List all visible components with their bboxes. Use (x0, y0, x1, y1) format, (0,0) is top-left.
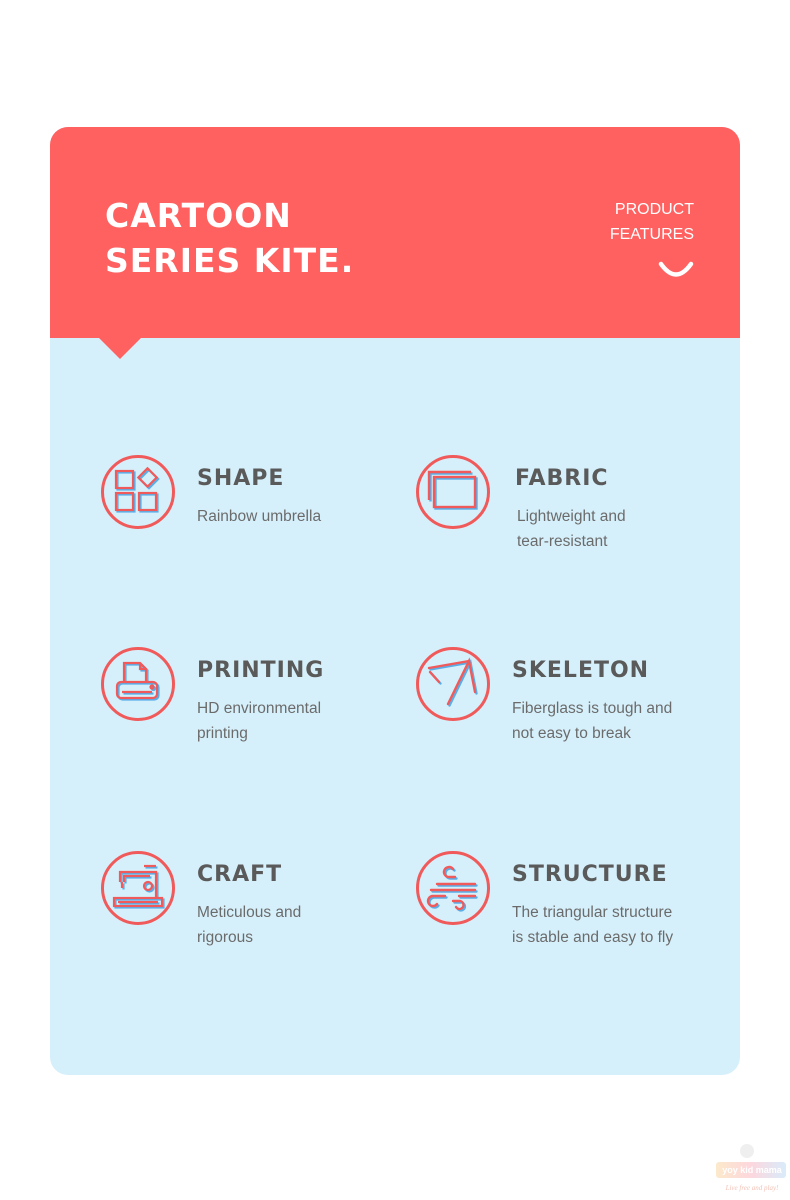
feature-fabric (415, 454, 715, 554)
product-features-badge (610, 197, 694, 247)
logo-word: yoy kid mama (722, 1165, 782, 1175)
feature-desc (197, 900, 397, 950)
feature-craft (100, 850, 400, 950)
header-pointer (98, 337, 142, 359)
feature-name: CRAFT (197, 862, 283, 887)
title-line-1: CARTOON (105, 196, 292, 235)
title-line-2: SERIES KITE. (105, 241, 355, 280)
logo-tagline: Live free and play! (725, 1184, 779, 1192)
smile-icon (658, 261, 694, 281)
feature-desc-line-1: Lightweight and (517, 508, 626, 525)
badge-line-2: FEATURES (609, 226, 694, 243)
feature-desc-line-2: tear-resistant (517, 533, 608, 550)
feature-desc (512, 696, 712, 746)
feature-name: STRUCTURE (512, 862, 668, 887)
wind-icon (415, 850, 491, 926)
feature-desc-line-2: is stable and easy to fly (512, 929, 674, 946)
feature-desc-line-2: printing (197, 725, 248, 742)
feature-desc-line-2: rigorous (197, 929, 253, 946)
header-banner (50, 127, 740, 338)
feature-desc-line-1: The triangular structure (512, 904, 673, 921)
feature-desc-line-1: HD environmental (197, 700, 322, 717)
feature-desc (197, 696, 397, 746)
feature-shape (100, 454, 400, 554)
printer-icon (100, 646, 176, 722)
feature-name: SHAPE (197, 466, 285, 491)
badge-line-1: PRODUCT (614, 201, 694, 218)
feature-structure (415, 850, 715, 950)
feature-desc-line-1: Rainbow umbrella (197, 508, 322, 525)
feature-printing (100, 646, 400, 746)
page-title (105, 193, 354, 283)
feature-name: SKELETON (512, 658, 650, 683)
logo-mark (740, 1144, 754, 1158)
four-squares-icon (100, 454, 176, 530)
feature-skeleton (415, 646, 715, 746)
fabric-layers-icon (415, 454, 491, 530)
feature-desc-line-1: Fiberglass is tough and (512, 700, 673, 717)
feature-name: FABRIC (515, 466, 609, 491)
feature-desc-line-1: Meticulous and (197, 904, 302, 921)
feature-name: PRINTING (197, 658, 325, 683)
feature-desc-line-2: not easy to break (512, 725, 631, 742)
feature-desc (512, 900, 712, 950)
product-card (50, 127, 740, 1075)
frame-icon (415, 646, 491, 722)
sewing-machine-icon (100, 850, 176, 926)
brand-logo (712, 1140, 788, 1198)
feature-desc (517, 504, 717, 554)
feature-desc (197, 504, 397, 529)
